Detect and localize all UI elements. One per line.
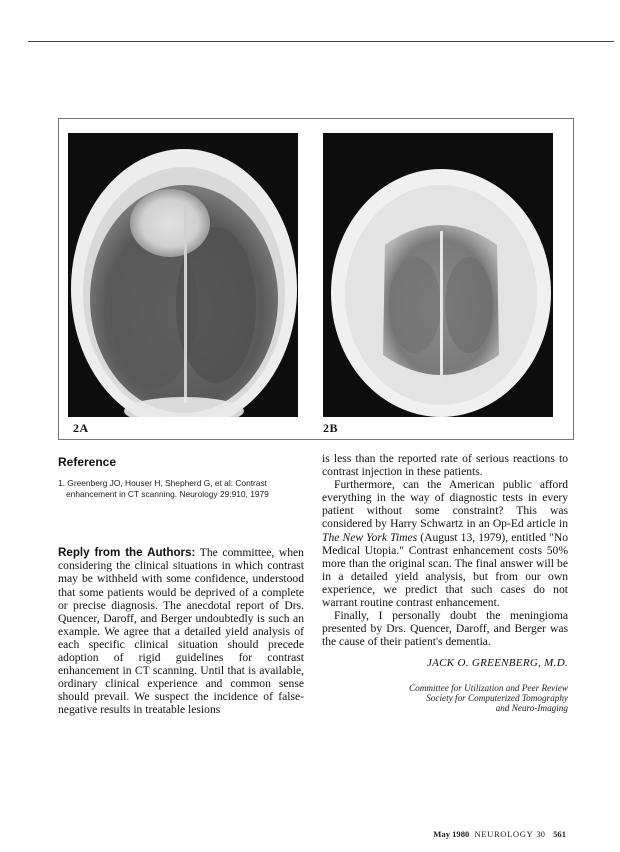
reference-heading: Reference [58, 455, 117, 469]
reference-item: 1. Greenberg JO, Houser H, Shepherd G, et al: Contrast enhancement in CT scanning. Neurology 29:910, 1979 [58, 478, 269, 499]
cost-text-1: Furthermore, can the American public afford everything in the way of diagnostic tests in every patient without some constraint? This was considered by Harry Schwartz in an Op-Ed article in [322, 478, 568, 531]
footer-journal: NEUROLOGY [474, 829, 534, 839]
affiliation-line-2: Society for Computerized Tomography [426, 692, 568, 703]
page-footer [433, 829, 566, 839]
ct-scan-image-2b [323, 133, 553, 417]
cost-paragraph [322, 478, 568, 609]
newspaper-title: The New York Times [322, 530, 418, 544]
left-column [58, 456, 304, 717]
footer-volume: 30 [536, 829, 545, 839]
figure-label-2a: 2A [73, 421, 89, 435]
reply-heading: Reply from the Authors: [58, 546, 196, 560]
author-signature: JACK O. GREENBERG, M.D. [426, 657, 568, 670]
affiliation-line-3: and Neuro-Imaging [495, 703, 568, 714]
figure-label-2b: 2B [323, 421, 339, 435]
ct-scan-2a-drawing [68, 133, 298, 417]
footer-date: May 1980 [433, 829, 470, 839]
cost-text-2: (August 13, 1979), entitled "No Medical Utopia." Contrast enhancement costs 50% more than the original scan. The final answer will be in a detailed yield analysis, but from our own experience, we predict that such cases do not warrant routine contrast enhancement. [322, 530, 568, 610]
author-affiliation [322, 683, 568, 714]
right-column [322, 452, 568, 714]
reply-text: The committee, when considering the clinical situations in which contrast may be withheld with some confidence, understood that some patients would be deprived of a complete or precise diagnosis. The anecdotal report of Drs. Quencer, Daroff, and Berger undoubtedly is such an example. We agree that a detailed yield analysis of each specific clinical situation should precede adoption of rigid guidelines for contrast enhancement in CT scanning. Until that is available, ordinary clinical experience and common sense should prevail. We suspect the incidence of false-negative results in treatable lesions [58, 546, 304, 717]
reply-paragraph [58, 546, 304, 716]
affiliation-line-1: Committee for Utilization and Peer Review [409, 682, 568, 693]
closing-paragraph: Finally, I personally doubt the meningioma presented by Drs. Quencer, Daroff, and Berger was the cause of their patient's dementia. [322, 609, 568, 649]
continuation-paragraph: is less than the reported rate of serious reactions to contrast injection in these patients. [322, 452, 568, 479]
footer-page-number: 561 [553, 829, 566, 839]
ct-scan-image-2a [68, 133, 298, 417]
figure-2 [58, 118, 574, 440]
ct-scan-2b-drawing [323, 133, 553, 417]
top-rule [28, 41, 614, 42]
